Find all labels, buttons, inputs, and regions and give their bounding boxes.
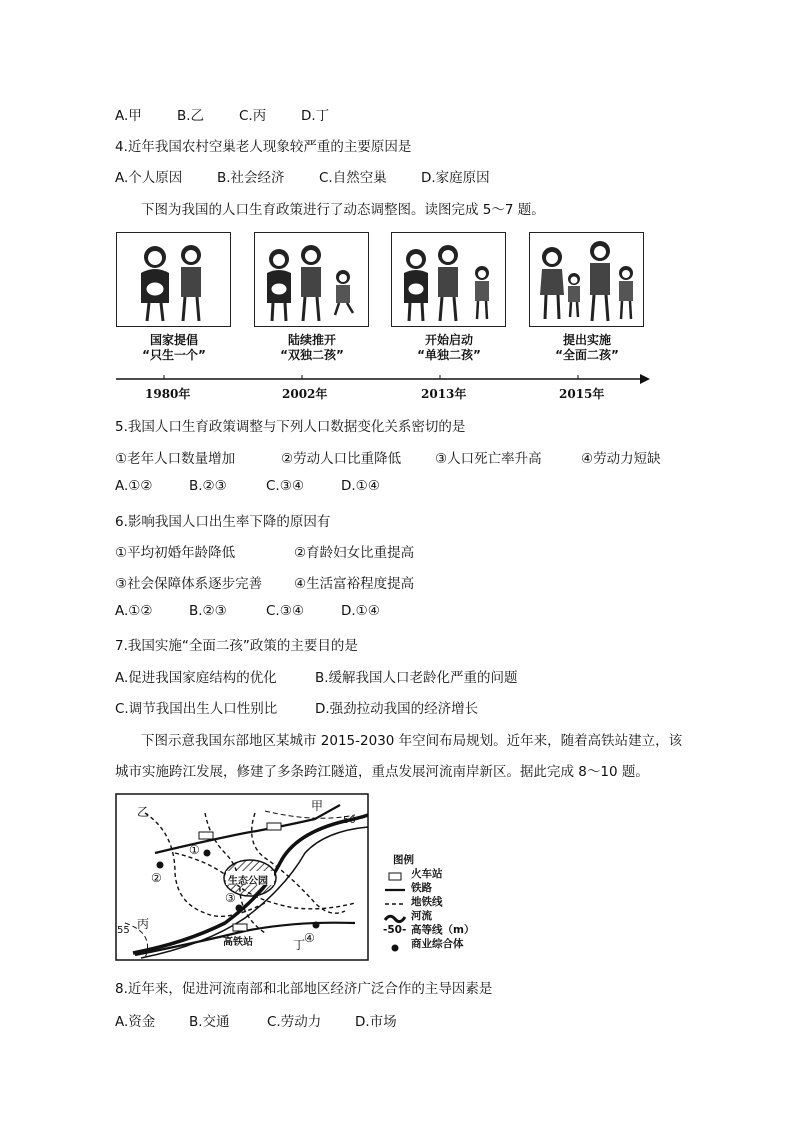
family-universal-two-illustration <box>530 233 642 325</box>
railway-station-icon <box>267 823 281 830</box>
q4-option-c: C.自然空巢 <box>319 170 387 186</box>
q7-option-d: D.强劲拉动我国的经济增长 <box>315 701 479 717</box>
commercial-complex-icon <box>157 862 164 869</box>
label-hsr-station: 高铁站 <box>223 937 253 948</box>
city-plan-map <box>115 793 485 963</box>
panel-single-two <box>391 232 506 327</box>
label-point-1: ① <box>189 843 200 857</box>
legend-railway: 铁路 <box>411 882 432 894</box>
hsr-station-icon <box>233 924 247 931</box>
q6-item-2: ②育龄妇女比重提高 <box>294 545 415 561</box>
q6-option-c: C.③④ <box>266 603 304 619</box>
panel-double-single <box>254 232 369 327</box>
commercial-complex-icon <box>313 922 320 929</box>
q4-option-d: D.家庭原因 <box>421 170 490 186</box>
q8-stem: 8.近年来，促进河流南部和北部地区经济广泛合作的主导因素是 <box>115 981 493 997</box>
label-contour-50: 50 <box>343 815 356 826</box>
q6-item-3: ③社会保障体系逐步完善 <box>115 576 263 592</box>
q4-options <box>115 166 490 186</box>
q6-option-d: D.①④ <box>341 603 380 619</box>
label-contour-55: 55 <box>117 925 130 936</box>
q7-options-row1 <box>115 666 518 686</box>
q8-option-b: B.交通 <box>189 1014 230 1030</box>
q3-options <box>115 104 329 124</box>
q7-options-row2 <box>115 697 478 717</box>
q5-item-3: ③人口死亡率升高 <box>435 451 542 467</box>
q8-options <box>115 1010 397 1030</box>
q8-option-c: C.劳动力 <box>267 1014 322 1030</box>
stage-4-caption: 提出实施 “全面二孩” <box>555 333 619 362</box>
label-yi: 乙 <box>137 805 150 819</box>
q4-option-b: B.社会经济 <box>217 170 285 186</box>
q6-items-row1 <box>115 541 414 561</box>
legend-station: 火车站 <box>411 868 443 880</box>
q8-option-d: D.市场 <box>355 1014 397 1030</box>
timeline-axis <box>110 372 655 386</box>
year-2015: 2015年 <box>559 387 605 401</box>
q3-option-b: B.乙 <box>177 108 205 124</box>
intro-5-7: 下图为我国的人口生育政策进行了动态调整图。读图完成 5～7 题。 <box>141 202 545 218</box>
label-point-3: ③ <box>225 891 236 905</box>
map-legend <box>385 853 485 951</box>
intro-8-10-line2: 城市实施跨江发展，修建了多条跨江隧道，重点发展河流南岸新区。据此完成 8～10 题。 <box>115 764 649 780</box>
railway-station-icon <box>199 832 213 839</box>
q5-items <box>115 447 661 467</box>
q5-option-c: C.③④ <box>266 478 304 494</box>
q6-option-a: A.①② <box>115 603 153 619</box>
legend-title: 图例 <box>393 854 414 866</box>
legend-commercial: 商业综合体 <box>411 938 464 950</box>
q5-item-2: ②劳动人口比重降低 <box>281 451 402 467</box>
q3-option-c: C.丙 <box>239 108 267 124</box>
label-point-2: ② <box>151 871 162 885</box>
q3-option-a: A.甲 <box>115 108 142 124</box>
q7-option-c: C.调节我国出生人口性别比 <box>115 701 278 717</box>
label-eco-park: 生态公园 <box>228 876 268 887</box>
q5-options <box>115 478 380 494</box>
year-2013: 2013年 <box>421 387 467 401</box>
label-bing: 丙 <box>137 917 150 931</box>
stage-3-caption: 开始启动 “单独二孩” <box>417 333 481 362</box>
year-1980: 1980年 <box>145 387 191 401</box>
family-single-two-illustration <box>392 233 504 325</box>
q5-item-1: ①老年人口数量增加 <box>115 451 236 467</box>
q7-option-a: A.促进我国家庭结构的优化 <box>115 670 277 686</box>
q5-stem: 5.我国人口生育政策调整与下列人口数据变化关系密切的是 <box>115 419 466 435</box>
q6-item-1: ①平均初婚年龄降低 <box>115 545 236 561</box>
q5-option-b: B.②③ <box>189 478 227 494</box>
stage-2-caption: 陆续推开 “双独二孩” <box>280 333 344 362</box>
legend-metro: 地铁线 <box>411 896 443 908</box>
q5-item-4: ④劳动力短缺 <box>581 451 661 467</box>
family-double-single-illustration <box>255 233 367 325</box>
label-jia: 甲 <box>311 799 324 813</box>
q5-option-a: A.①② <box>115 478 153 494</box>
intro-8-10-line1: 下图示意我国东部地区某城市 2015-2030 年空间布局规划。近年来，随着高铁站建立，该 <box>141 733 683 749</box>
commercial-complex-icon <box>204 850 211 857</box>
panel-one-child <box>116 232 231 327</box>
q8-option-a: A.资金 <box>115 1014 156 1030</box>
stage-1-caption: 国家提倡 “只生一个” <box>142 333 206 362</box>
q7-option-b: B.缓解我国人口老龄化严重的问题 <box>315 670 518 686</box>
q4-option-a: A.个人原因 <box>115 170 183 186</box>
q6-options <box>115 603 380 619</box>
panel-universal-two <box>529 232 644 327</box>
commercial-complex-icon <box>236 905 243 912</box>
q7-stem: 7.我国实施“全面二孩”政策的主要目的是 <box>115 638 358 654</box>
label-point-4: ④ <box>304 931 315 945</box>
label-ding: 丁 <box>293 938 306 952</box>
year-2002: 2002年 <box>282 387 328 401</box>
q3-option-d: D.丁 <box>301 108 330 124</box>
legend-river: 河流 <box>411 910 432 922</box>
q6-stem: 6.影响我国人口出生率下降的原因有 <box>115 514 331 530</box>
q4-stem: 4.近年我国农村空巢老人现象较严重的主要原因是 <box>115 139 412 155</box>
q6-item-4: ④生活富裕程度提高 <box>294 576 415 592</box>
legend-contour: -50- 高等线（m） <box>383 924 475 936</box>
q6-items-row2 <box>115 572 414 592</box>
q5-option-d: D.①④ <box>341 478 380 494</box>
family-one-child-illustration <box>117 233 229 325</box>
policy-timeline-figure <box>110 232 655 402</box>
q6-option-b: B.②③ <box>189 603 227 619</box>
